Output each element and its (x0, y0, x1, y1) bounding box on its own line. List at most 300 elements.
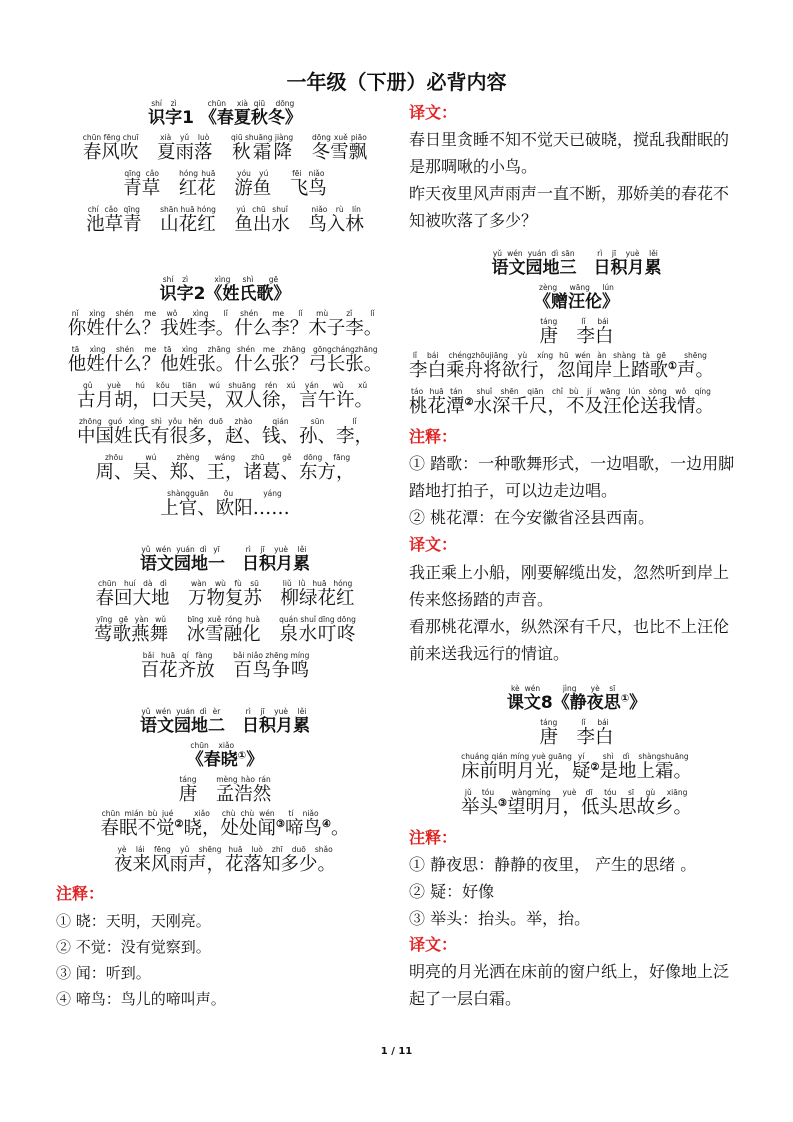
hanzi-text: 夜 (586, 693, 604, 713)
ruby-word (183, 809, 221, 839)
pinyin-text: hū wén àn shàng tà gē (557, 351, 669, 360)
ruby-word (566, 387, 715, 417)
hanzi-text: 日积月累 (242, 554, 310, 574)
hanzi-text: 吴、 (132, 462, 170, 483)
verse-line (50, 346, 400, 382)
hanzi-text: 识 (159, 284, 177, 304)
translation-text: 看那桃花潭水，纵然深有千尺，也比不上汪伦前来送我远行的情谊。 (409, 617, 730, 663)
ruby-word (460, 752, 572, 782)
pinyin-text: qián (261, 417, 299, 426)
pinyin-text: lǐ bái chéngzhōujiāng yù xíng (409, 351, 558, 360)
hanzi-text: 语文园地 (140, 554, 208, 574)
ruby-word (216, 178, 235, 199)
hanzi-text (271, 178, 290, 199)
hanzi-text: 唐 (539, 727, 558, 748)
ruby-word (123, 169, 161, 199)
ruby-word (94, 615, 169, 645)
hanzi-text: 什么李？ (234, 318, 309, 339)
ruby-word (178, 169, 216, 199)
hanzi-text: 双人徐， (225, 390, 300, 411)
notes-label: 注释： (409, 828, 458, 847)
ruby-word (169, 588, 188, 609)
pinyin-text: bǎi niǎo zhēng míng (233, 651, 310, 660)
verse-line (50, 454, 400, 490)
pinyin-text: gōngchángzhāng (308, 345, 383, 354)
pinyin-text: zì (176, 275, 194, 284)
verse-line (409, 753, 744, 789)
ruby-word (506, 788, 581, 818)
pinyin-text: bù jí wāng lún sòng wǒ qíng (566, 387, 715, 396)
ruby-word (182, 108, 194, 128)
pinyin-text: yǔ wén yuán dì (140, 707, 208, 716)
hanzi-text: 夜来风雨声， (113, 854, 225, 875)
ruby-word (168, 624, 187, 645)
ruby-word (239, 275, 257, 304)
footnote-marker: ① (237, 750, 247, 762)
hanzi-text: 红花 (178, 178, 216, 199)
ruby-word (242, 707, 310, 736)
section-heading (409, 250, 744, 284)
pinyin-text: dī tóu sī gù xiāng (580, 788, 692, 797)
hanzi-text: 冰雪融化 (186, 624, 261, 645)
left-column (50, 100, 400, 1012)
ruby-word (95, 579, 170, 609)
hanzi-text: 池草青 (86, 214, 142, 235)
pinyin-text: chuáng qián míng yuè guāng (460, 752, 572, 761)
pinyin-text: mù zǐ lǐ (308, 309, 383, 318)
ruby-word (95, 453, 133, 483)
section-heading (50, 546, 400, 580)
ruby-word (629, 693, 646, 713)
pinyin-text: shàngguān (160, 489, 216, 498)
pinyin-text: yóu yú (234, 169, 272, 178)
hanzi-text: 晓， (183, 818, 221, 839)
pinyin-text: chūn xiǎo (186, 741, 238, 750)
pinyin-text: gǔ yuè hú (76, 381, 151, 390)
hanzi-text: 二 (208, 716, 225, 736)
pinyin-text: shēng (677, 351, 715, 360)
ruby-word (580, 788, 692, 818)
hanzi-text: 声。 (677, 360, 715, 381)
pinyin-text: xiǎo (183, 809, 221, 818)
pinyin-text: zhèng (169, 453, 207, 462)
ruby-word (208, 545, 225, 574)
pinyin-text: jìng (552, 684, 587, 693)
hanzi-text (225, 554, 242, 574)
hanzi-text: 泉水叮咚 (279, 624, 356, 645)
pinyin-text: zhōng guó xìng shì yǒu hěn duō (76, 417, 225, 426)
ruby-word (558, 727, 577, 748)
footnote-marker: ④ (322, 818, 331, 830)
pinyin-text: wǒ xìng lǐ (160, 309, 235, 318)
ruby-word (142, 214, 161, 235)
verse-line (409, 388, 744, 424)
hanzi-text: 。 (330, 818, 350, 839)
hanzi-text: 赵、 (224, 426, 262, 447)
pinyin-text: yú chū shuǐ (234, 205, 290, 214)
pinyin-text: tā xìng zhāng (160, 345, 235, 354)
pinyin-text: xià yǔ luò (156, 133, 213, 142)
pinyin-text: gē (256, 275, 291, 284)
page-title: 一年级（下册）必背内容 (286, 70, 507, 94)
hanzi-text (577, 258, 594, 278)
hanzi-text: 夏 (233, 108, 251, 128)
hanzi-text: 不及汪伦送我情。 (566, 396, 715, 417)
ruby-word (246, 750, 263, 770)
pinyin-text: nǐ xìng shén me (67, 309, 161, 318)
hanzi-text: 游鱼 (234, 178, 272, 199)
note-item: ④ 啼鸟：鸟儿的啼叫声。 (56, 990, 226, 1008)
pinyin-text: zhū gě (243, 453, 300, 462)
hanzi-text: 三 (559, 258, 577, 278)
hanzi-text (160, 178, 179, 199)
ruby-word (242, 545, 310, 574)
hanzi-text: 百鸟争鸣 (233, 660, 310, 681)
poem-author (409, 318, 744, 352)
verse-line (50, 310, 400, 346)
hanzi-text: 课 (506, 693, 524, 713)
hanzi-text (216, 214, 235, 235)
pinyin-text: zì (165, 99, 183, 108)
pinyin-text: zhōu (95, 453, 133, 462)
pinyin-text: bǎi huā qí fàng (140, 651, 215, 660)
ruby-word (593, 249, 662, 278)
ruby-word (261, 624, 280, 645)
ruby-word (224, 417, 262, 447)
hanzi-text: 春风吹 (82, 142, 139, 163)
hanzi-text: 日积月累 (242, 716, 310, 736)
ruby-word (539, 718, 558, 748)
pinyin-text: shān huā hóng (160, 205, 216, 214)
hanzi-text: 莺歌燕舞 (94, 624, 169, 645)
hanzi-text (168, 624, 187, 645)
ruby-word (159, 275, 177, 304)
pinyin-text: shén me lǐ (234, 309, 309, 318)
section-heading (50, 708, 400, 742)
ruby-word (165, 99, 183, 128)
ruby-word (140, 651, 215, 681)
pinyin-text: lǐ bái (576, 317, 614, 326)
hanzi-text: 低头思故乡。 (580, 797, 692, 818)
hanzi-text: 识 (148, 108, 166, 128)
pinyin-text: dōng (267, 99, 302, 108)
hanzi-text: 《春 (199, 108, 234, 128)
verse-line (50, 846, 400, 880)
ruby-word (187, 579, 262, 609)
ruby-word (132, 453, 170, 483)
pinyin-text: yè (586, 684, 604, 693)
translation-text: 昨天夜里风声雨声一直不断，那娇美的春花不知被吹落了多少？ (409, 184, 730, 230)
hanzi-text: 欧阳…… (215, 498, 290, 519)
hanzi-text: 秋霜降 (230, 142, 294, 163)
hanzi-text: 花落知多少。 (225, 854, 337, 875)
hanzi-text: 中国姓氏有很多， (76, 426, 225, 447)
ruby-word (576, 718, 614, 748)
hanzi-text: 李白乘舟将欲行， (409, 360, 558, 381)
ruby-word (234, 169, 272, 199)
pinyin-text: lǐ bái (576, 718, 614, 727)
hanzi-text: 处处闻 (220, 818, 277, 839)
ruby-word (225, 716, 242, 736)
hanzi-text (225, 716, 242, 736)
hanzi-text: 忽闻岸上踏歌 (557, 360, 669, 381)
ruby-word (215, 489, 290, 519)
hanzi-text: 东方， (299, 462, 355, 483)
pinyin-text: wàngmíng yuè (506, 788, 581, 797)
ruby-word (205, 275, 240, 304)
hanzi-text: 山花红 (160, 214, 216, 235)
pinyin-text: táng (539, 718, 558, 727)
hanzi-text: 万物复苏 (187, 588, 262, 609)
hanzi-text: 鸟入林 (308, 214, 364, 235)
pinyin-text: zèng wāng lún (534, 283, 619, 292)
translation-label: 译文： (409, 935, 458, 954)
note-item: ③ 举头：抬头。举，抬。 (409, 909, 591, 928)
ruby-word (280, 579, 355, 609)
hanzi-text: 》 (629, 693, 647, 713)
pinyin-text: xià (233, 99, 251, 108)
pinyin-text: quán shuǐ dīng dōng (279, 615, 356, 624)
translation-label: 译文： (409, 103, 458, 122)
ruby-word (76, 417, 225, 447)
hanzi-text: 百花齐放 (140, 660, 215, 681)
pinyin-text: qiū shuāng jiàng (230, 133, 294, 142)
pinyin-text: shén me zhāng (234, 345, 309, 354)
hanzi-text: 《静 (552, 693, 587, 713)
hanzi-text: 木子李。 (308, 318, 383, 339)
ruby-word (186, 615, 261, 645)
poem-author (409, 719, 744, 753)
footnote-marker: ② (464, 396, 474, 408)
pinyin-text: chūn (199, 99, 234, 108)
ruby-word (409, 387, 465, 417)
ruby-word (160, 489, 216, 519)
hanzi-text: 语文园地 (491, 258, 560, 278)
pinyin-text: yīng gē yàn wǔ (94, 615, 169, 624)
hanzi-text: 氏 (239, 284, 257, 304)
verse-line (50, 134, 400, 170)
hanzi-text (261, 624, 280, 645)
section-heading (50, 100, 400, 134)
pinyin-text: táo huā tán (409, 387, 465, 396)
hanzi-text: 孟浩然 (215, 784, 272, 805)
verse-line (50, 580, 400, 616)
ruby-word (186, 741, 238, 770)
ruby-word (230, 133, 294, 163)
note-item: ③ 闻：听到。 (56, 964, 151, 982)
ruby-word (208, 707, 225, 736)
hanzi-text (558, 326, 577, 347)
hanzi-text: 春眠不觉 (100, 818, 175, 839)
hanzi-text: 夏雨落 (156, 142, 213, 163)
pinyin-text: wú (132, 453, 170, 462)
pinyin-text: èr (208, 707, 225, 716)
ruby-word (160, 309, 235, 339)
poem-author (50, 776, 400, 810)
pinyin-text: yè lái fēng yǔ shēng (113, 845, 225, 854)
ruby-word (220, 809, 277, 839)
hanzi-text: 飞鸟 (289, 178, 327, 199)
pinyin-text: wén (523, 684, 541, 693)
pinyin-text: chūn fēng chuī (82, 133, 139, 142)
hanzi-text: 口天吴， (150, 390, 225, 411)
ruby-word (603, 684, 621, 713)
ruby-word (271, 178, 290, 199)
pinyin-text: dōng xuě piāo (311, 133, 368, 142)
hanzi-text (215, 660, 234, 681)
hanzi-text: 》 (246, 750, 264, 770)
ruby-word (299, 453, 355, 483)
verse-line (409, 789, 744, 825)
hanzi-text: 冬》 (267, 108, 302, 128)
pinyin-text: chūn mián bù jué (100, 809, 175, 818)
pinyin-text: wáng (206, 453, 244, 462)
hanzi-text: 王， (206, 462, 244, 483)
hanzi-text: 周、 (95, 462, 133, 483)
pinyin-text: rì jī yuè lěi (242, 545, 310, 554)
ruby-word (577, 258, 594, 278)
hanzi-text: 孙、 (299, 426, 337, 447)
ruby-word (82, 133, 139, 163)
hanzi-text: 日积月累 (593, 258, 662, 278)
hanzi-text (290, 214, 309, 235)
hanzi-text: 歌》 (256, 284, 291, 304)
ruby-word (234, 345, 309, 375)
hanzi-text: 柳绿花红 (280, 588, 355, 609)
ruby-word (148, 99, 166, 128)
ruby-word (473, 387, 566, 417)
ruby-word (534, 283, 619, 312)
ruby-word (67, 345, 161, 375)
hanzi-text: 言午许。 (299, 390, 374, 411)
ruby-word (541, 693, 553, 713)
pinyin-text: xìng (205, 275, 240, 284)
hanzi-text: 冬雪飘 (311, 142, 368, 163)
ruby-word (552, 684, 587, 713)
poem-title (50, 742, 400, 776)
ruby-word (197, 784, 216, 805)
ruby-word (299, 381, 374, 411)
ruby-word (491, 249, 560, 278)
hanzi-text (169, 588, 188, 609)
ruby-word (225, 554, 242, 574)
hanzi-text: 我姓李。 (160, 318, 235, 339)
notes-label: 注释： (56, 884, 105, 903)
ruby-word (140, 707, 208, 736)
pinyin-text: chù chù wén (220, 809, 277, 818)
pinyin-text: tā xìng shén me (67, 345, 161, 354)
hanzi-text: 床前明月光， (460, 761, 572, 782)
ruby-word (138, 142, 157, 163)
pinyin-text: qīng cǎo (123, 169, 161, 178)
ruby-word (256, 275, 291, 304)
hanzi-text: 李白 (576, 727, 614, 748)
hanzi-text: 望明月， (506, 797, 581, 818)
note-item: ② 桃花潭：在今安徽省泾县西南。 (409, 508, 655, 527)
ruby-word (409, 351, 558, 381)
pinyin-text: kè (506, 684, 524, 693)
ruby-word (140, 545, 208, 574)
pinyin-text: huā luò zhī duō shǎo (225, 845, 336, 854)
pinyin-text: yǔ wén yuán dì (140, 545, 208, 554)
pinyin-text: kǒu tiān wú (150, 381, 225, 390)
ruby-word (233, 99, 251, 128)
verse-line (50, 170, 400, 206)
pinyin-text: shuǐ shēn qiān chǐ (473, 387, 566, 396)
hanzi-text: 桃花潭 (409, 396, 465, 417)
hanzi-text: 李白 (576, 326, 614, 347)
hanzi-text: 上官、 (160, 498, 216, 519)
hanzi-text: 2 (193, 284, 206, 304)
hanzi-text: 水深千尺， (473, 396, 566, 417)
pinyin-text: táng (539, 317, 558, 326)
pinyin-text: tí niǎo (284, 809, 322, 818)
pinyin-text: chūn huí dà dì (95, 579, 170, 588)
ruby-word (199, 99, 234, 128)
pinyin-text: sī (603, 684, 621, 693)
translation-text: 明亮的月光洒在床前的窗户纸上，好像地上泛起了一层白霜。 (409, 962, 730, 1008)
verse-line (50, 810, 400, 846)
hanzi-text: 郑、 (169, 462, 207, 483)
pinyin-text: shuāng rén xú (225, 381, 299, 390)
hanzi-text: 1 (182, 108, 194, 128)
page-number: 1 / 11 (380, 1046, 413, 1057)
pinyin-text: yǔ wén yuán dì (491, 249, 560, 258)
ruby-word (178, 775, 198, 805)
ruby-word (225, 845, 337, 875)
ruby-word (215, 660, 234, 681)
hanzi-text: 举头 (460, 797, 498, 818)
hanzi-text: 什么张？ (234, 354, 309, 375)
ruby-word (557, 351, 669, 381)
hanzi-text: 《赠汪伦》 (534, 292, 619, 312)
note-item: ② 疑：好像 (409, 882, 495, 901)
ruby-word (558, 326, 577, 347)
pinyin-text: sūn (299, 417, 337, 426)
hanzi-text: 鱼出水 (234, 214, 290, 235)
hanzi-text: 思 (603, 693, 621, 713)
notes-label: 注释： (409, 427, 458, 446)
footnote-marker: ① (620, 693, 630, 705)
ruby-word (206, 453, 244, 483)
ruby-word (215, 775, 272, 805)
pinyin-text: hóng huā (178, 169, 216, 178)
pinyin-text: mèng hào rán (215, 775, 272, 784)
hanzi-text: 啼鸟 (284, 818, 322, 839)
ruby-word (233, 651, 310, 681)
hanzi-text: 是地上霜。 (599, 761, 692, 782)
hanzi-text: 你姓什么？ (67, 318, 161, 339)
hanzi-text: 一 (208, 554, 225, 574)
pinyin-text: yí (572, 752, 591, 761)
hanzi-text (197, 784, 216, 805)
pinyin-text: liǔ lǜ huā hóng (280, 579, 355, 588)
hanzi-text: 李， (336, 426, 374, 447)
ruby-word (156, 133, 213, 163)
pinyin-text: niǎo rù lín (308, 205, 364, 214)
section-heading (50, 276, 400, 310)
ruby-word (150, 381, 225, 411)
ruby-word (250, 99, 268, 128)
pinyin-text: dōng fāng (299, 453, 355, 462)
ruby-word (76, 381, 151, 411)
hanzi-text: 文 (523, 693, 541, 713)
hanzi-text: 春回大地 (95, 588, 170, 609)
pinyin-text: lǐ (336, 417, 374, 426)
verse-line (50, 616, 400, 652)
ruby-word (160, 205, 216, 235)
ruby-word (225, 381, 300, 411)
